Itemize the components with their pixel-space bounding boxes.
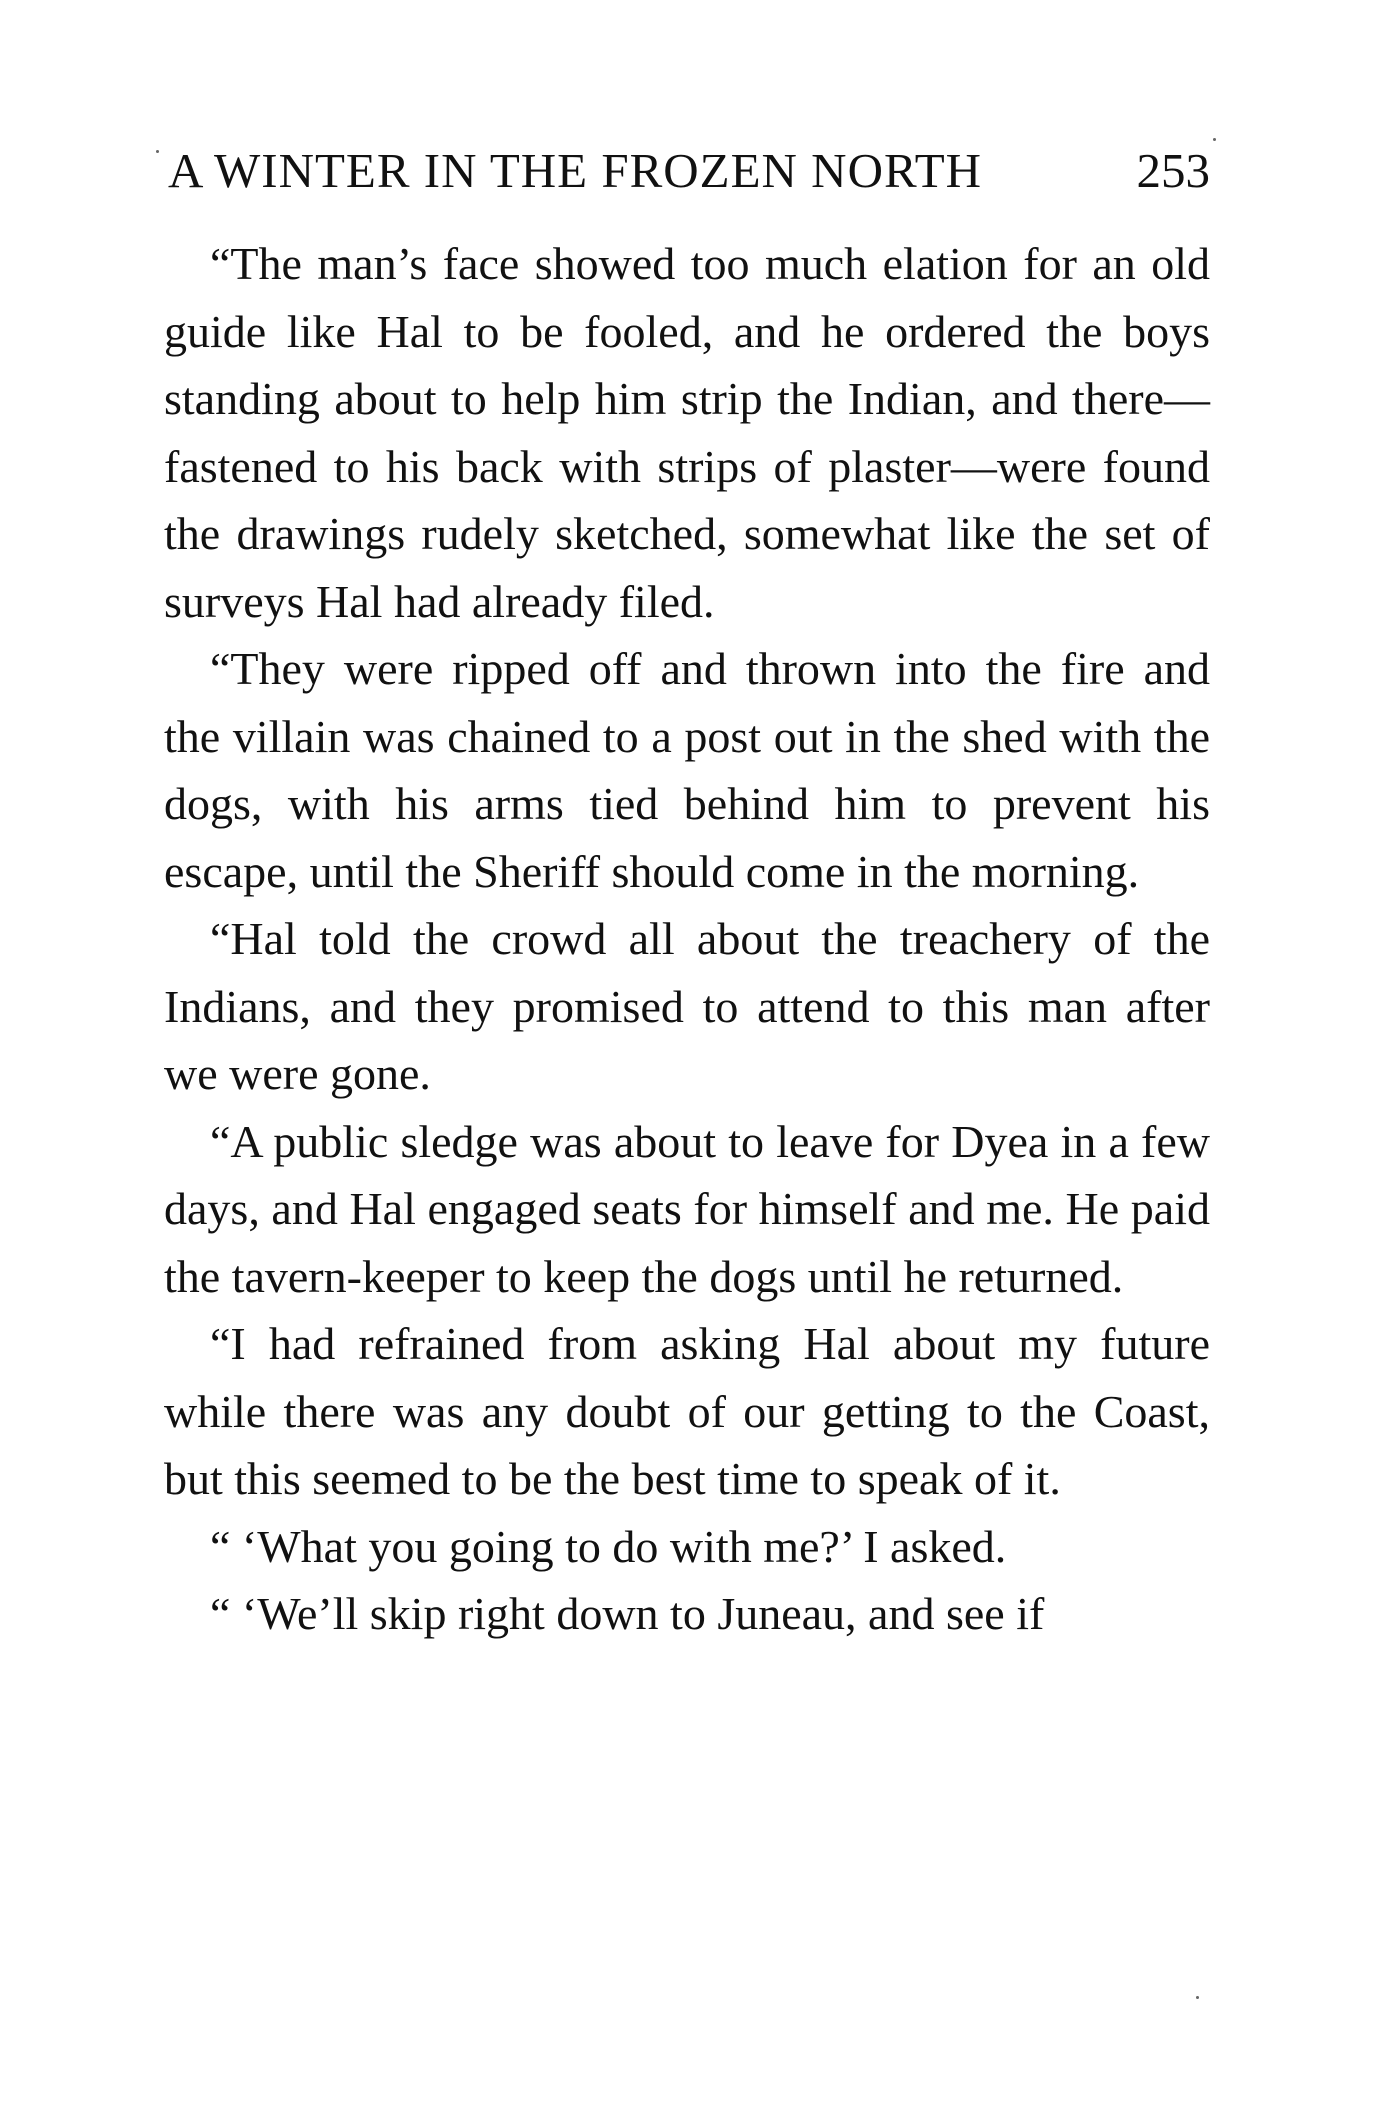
paragraph: “Hal told the crowd all about the treachery of the Indians, and they promised to attend to this man after we were gone. xyxy=(164,913,1210,1099)
scan-speck xyxy=(1213,138,1216,141)
scan-speck xyxy=(156,150,159,153)
paragraph: “ ‘What you going to do with me?’ I asked. xyxy=(210,1520,1007,1572)
running-title: A WINTER IN THE FROZEN NORTH xyxy=(168,143,983,198)
scan-speck xyxy=(1196,1996,1199,1999)
paragraph: “I had refrained from asking Hal about my future while there was any doubt of our getting to the Coast, but this seemed to be the best time to speak of it. xyxy=(164,1318,1210,1504)
paragraph: “A public sledge was about to leave for Dyea in a few days, and Hal engaged seats for himself and me. He paid the tavern-keeper to keep the dogs until he returned. xyxy=(164,1115,1210,1302)
paragraph: “They were ripped off and thrown into the fire and the villain was chained to a post out in the shed with the dogs, with his arms tied behind him to prevent his escape, until the Sheriff should come in the morning. xyxy=(164,643,1210,897)
page-number: 253 xyxy=(1136,143,1210,198)
paragraph: “ ‘We’ll skip right down to Juneau, and see if xyxy=(210,1588,1045,1639)
paragraph: “The man’s face showed too much elation for an old guide like Hal to be fooled, and he ordered the boys standing about to help him strip the Indian, and there—fastened to his back with strips of plaster—were found the drawings rudely sketched, somewhat like the set of surveys Hal had already filed. xyxy=(164,238,1210,627)
body-text xyxy=(164,230,1210,1648)
running-header xyxy=(164,136,1210,206)
